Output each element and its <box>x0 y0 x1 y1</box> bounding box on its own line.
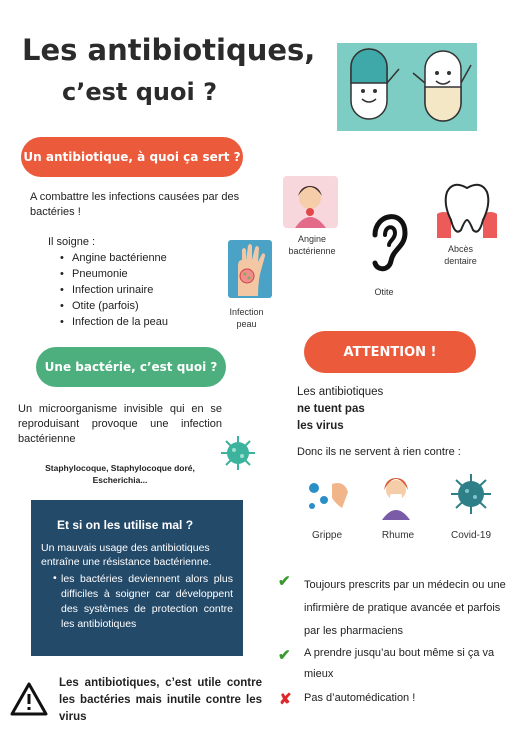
rule-no-self-medication: Pas d’automédication ! <box>304 692 416 704</box>
misuse-heading: Et si on les utilise mal ? <box>57 518 194 532</box>
rule-prescription: Toujours prescrits par un médecin ou une infirmière de pratique avancée et parfois par les pharmaciens <box>304 579 506 637</box>
virus-label-grippe: Grippe <box>311 530 342 541</box>
list-item: • Pneumonie <box>60 266 168 282</box>
covid-icon <box>448 472 494 516</box>
treated-infections-list <box>60 250 168 330</box>
caption-otite: Otite <box>374 287 394 297</box>
bacteria-definition: Un microorganisme invisible qui en se reproduisant provoque une infection bactérienne <box>18 403 222 445</box>
list-item: • Infection urinaire <box>60 282 168 298</box>
virus-label-covid: Covid-19 <box>450 530 492 541</box>
rule-full-course: A prendre jusqu’au bout même si ça va mieux <box>304 647 495 680</box>
attention-line1: Les antibiotiques <box>297 386 384 398</box>
virus-label-rhume: Rhume <box>381 530 415 541</box>
attention-badge: ATTENTION ! <box>304 331 476 373</box>
attention-sub: Donc ils ne servent à rien contre : <box>297 446 461 458</box>
tooth-abscess-icon <box>437 180 497 238</box>
bacteria-examples: Staphylocoque, Staphylocoque doré, Escherichia... <box>45 463 195 485</box>
page-subtitle: c’est quoi ? <box>62 78 217 106</box>
flu-icon <box>302 474 352 518</box>
antibiotic-purpose-text: A combattre les infections causées par des bactéries ! <box>30 191 240 218</box>
warning-text: Les antibiotiques, c’est utile contre les bactéries mais inutile contre les virus <box>59 677 262 723</box>
list-item: • Otite (parfois) <box>60 298 168 314</box>
list-item: • Infection de la peau <box>60 314 168 330</box>
page-title: Les antibiotiques, <box>22 33 316 67</box>
bacteria-icon <box>218 434 258 472</box>
caption-abces: Abcès dentaire <box>444 244 477 266</box>
sore-throat-icon <box>283 176 338 228</box>
attention-line2: ne tuent pas <box>297 403 365 415</box>
misuse-bullet-dot: • <box>53 572 57 584</box>
check-icon: ✔ <box>278 647 291 664</box>
treats-label: Il soigne : <box>48 236 96 248</box>
cross-icon: ✘ <box>279 691 292 708</box>
section-heading-bacteria: Une bactérie, c’est quoi ? <box>36 347 226 387</box>
check-icon: ✔ <box>278 573 291 590</box>
skin-infection-icon <box>228 240 272 298</box>
misuse-text: Un mauvais usage des antibiotiques entraîne une résistance bactérienne. <box>41 542 212 568</box>
ear-icon <box>365 205 410 275</box>
cold-icon <box>376 470 416 520</box>
attention-line3: les virus <box>297 420 344 432</box>
list-item: • Angine bactérienne <box>60 250 168 266</box>
caption-peau: Infection peau <box>229 307 264 329</box>
misuse-box <box>31 500 243 656</box>
pill-characters-illustration <box>337 43 477 131</box>
caption-angine: Angine bactérienne <box>288 234 336 256</box>
warning-icon <box>10 682 48 716</box>
misuse-bullet-text: les bactéries deviennent alors plus difficiles à soigner car développent des systèmes de protection contre les antibiotiques <box>61 573 233 630</box>
section-heading-antibiotic-purpose: Un antibiotique, à quoi ça sert ? <box>21 137 243 177</box>
